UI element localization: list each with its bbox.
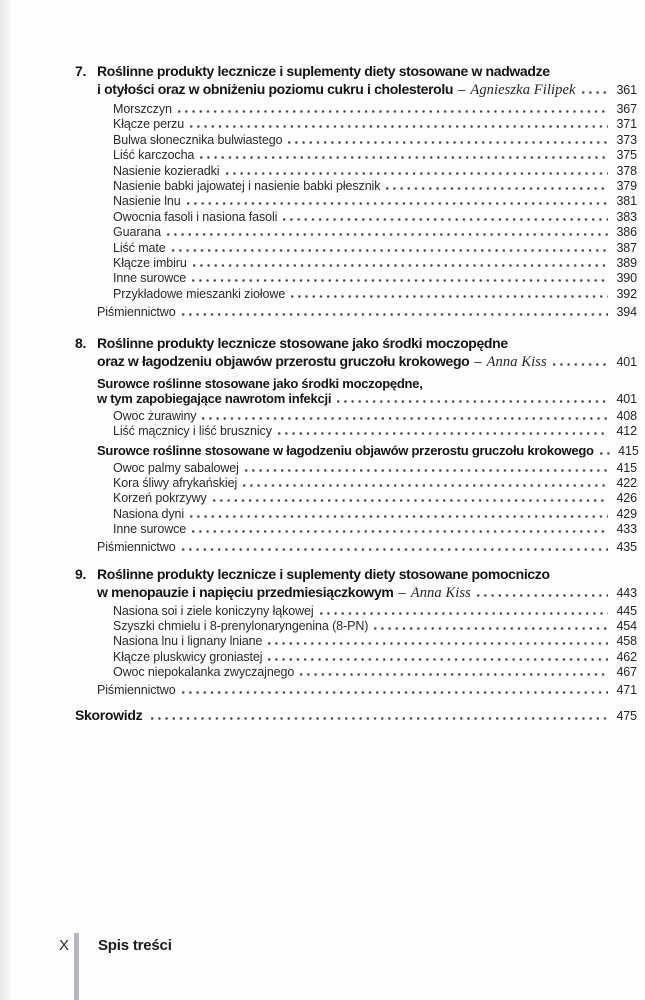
toc-entry-label: Kłącze imbiru <box>113 256 187 271</box>
dot-leader <box>553 363 608 366</box>
page-number: 415 <box>618 444 639 459</box>
page-number: 386 <box>616 225 637 240</box>
subsection-title-line2 <box>97 391 637 407</box>
page-number: 361 <box>616 83 637 97</box>
page-number: 426 <box>616 491 637 506</box>
page-number: 415 <box>616 460 637 475</box>
toc-entry <box>113 194 637 209</box>
dot-leader <box>187 202 608 205</box>
page-number: 383 <box>616 209 637 224</box>
toc-entry-label: Liść mate <box>113 240 166 255</box>
toc-entry-label: Kora śliwy afrykańskiej <box>113 476 238 491</box>
section-number: 7. <box>75 63 87 79</box>
page-number: 475 <box>616 709 637 724</box>
dot-leader <box>182 548 608 551</box>
page-number: 381 <box>616 194 637 209</box>
toc-entry <box>113 241 637 256</box>
section-number: 8. <box>75 335 87 352</box>
dot-leader <box>245 469 608 472</box>
page-number: 371 <box>616 117 637 132</box>
subsection-title-text: w tym zapobiegające nawrotom infekcji <box>97 391 332 407</box>
dot-leader <box>172 249 608 252</box>
page-number: 458 <box>616 634 637 649</box>
dot-leader <box>167 233 608 236</box>
toc-entry <box>113 522 637 537</box>
toc-entry <box>113 507 637 522</box>
page-number: 454 <box>616 618 637 633</box>
author-separator: – <box>474 354 482 370</box>
bibliography-entry <box>97 305 637 320</box>
page-number: 392 <box>616 286 637 301</box>
toc-entry <box>113 271 637 286</box>
toc-entry <box>113 461 637 476</box>
toc-entry <box>113 650 637 665</box>
dot-leader <box>190 125 608 128</box>
toc-entry-label: Nasienie babki jajowatej i nasienie babki płesznik <box>113 179 381 194</box>
toc-entry-label: Owoc palmy sabalowej <box>113 460 239 475</box>
toc-entry-list <box>113 604 637 681</box>
dot-leader <box>386 187 608 190</box>
dot-leader <box>200 156 608 159</box>
toc-entry <box>113 102 637 117</box>
toc-entry-label: Nasiona dyni <box>113 506 185 521</box>
page-number: 401 <box>616 392 637 407</box>
toc-entry-label: Inne surowce <box>113 522 187 537</box>
toc-entry <box>113 133 637 148</box>
dot-leader <box>268 658 608 661</box>
page-number: 378 <box>616 163 637 178</box>
section-title-text: i otyłości oraz w obniżeniu poziomu cukru i cholesterolu <box>97 81 454 97</box>
toc-entry-label: Szyszki chmielu i 8-prenylonaryngenina (8-PN) <box>113 618 369 633</box>
dot-leader <box>202 417 608 420</box>
toc-entry-label: Owoc niepokalanka zwyczajnego <box>113 665 295 680</box>
toc-section-8 <box>75 334 637 555</box>
toc-content <box>75 62 637 725</box>
subsection-title-line1: Surowce roślinne stosowane jako środki moczopędne, <box>97 376 423 392</box>
toc-entry-list <box>113 102 637 302</box>
toc-entry <box>113 424 637 439</box>
dot-leader <box>291 295 608 298</box>
toc-entry <box>113 476 637 491</box>
toc-entry-label: Korzeń pokrzywy <box>113 491 207 506</box>
page-number: 375 <box>616 148 637 163</box>
toc-entry-label: Owoc żurawiny <box>113 408 197 423</box>
section-title-line1: Roślinne produkty lecznicze i suplementy diety stosowane w nadwadze <box>97 63 550 79</box>
dot-leader <box>582 91 608 94</box>
toc-entry-label: Guarana <box>113 225 161 240</box>
index-entry <box>75 707 637 725</box>
dot-leader <box>300 673 608 676</box>
dot-leader <box>374 627 608 630</box>
dot-leader <box>278 432 608 435</box>
dot-leader <box>192 530 608 533</box>
page-number: 379 <box>616 179 637 194</box>
toc-entry-label: Owocnia fasoli i nasiona fasoli <box>113 209 278 224</box>
subsection-heading <box>97 376 637 407</box>
subsection-title-text: Surowce roślinne stosowane w łagodzeniu objawów przerostu gruczołu krokowego <box>97 443 594 459</box>
toc-entry <box>113 491 637 506</box>
subsection-title <box>97 443 637 459</box>
dot-leader <box>268 642 608 645</box>
toc-entry <box>113 164 637 179</box>
author-name: Anna Kiss <box>410 584 471 601</box>
page-number: 467 <box>616 665 637 680</box>
index-label: Skorowidz <box>75 707 143 724</box>
page-number: 387 <box>616 240 637 255</box>
page-number: 445 <box>616 603 637 618</box>
section-title-line2 <box>97 583 637 602</box>
toc-entry-list <box>113 461 637 538</box>
dot-leader <box>288 141 608 144</box>
page-number: 401 <box>616 355 637 370</box>
bibliography-label: Piśmiennictwo <box>97 683 176 698</box>
dot-leader <box>600 452 610 455</box>
section-title-line1: Roślinne produkty lecznicze i suplementy diety stosowane pomocniczo <box>97 565 550 582</box>
dot-leader <box>337 400 608 403</box>
section-title-line2 <box>97 352 637 371</box>
toc-entry <box>113 179 637 194</box>
toc-entry-label: Inne surowce <box>113 271 187 286</box>
section-title-text: w menopauzie i napięciu przedmiesiączkowym <box>97 583 394 600</box>
running-footer-title: Spis treści <box>98 937 172 954</box>
toc-entry-label: Nasienie lnu <box>113 194 181 209</box>
bibliography-entry <box>97 683 637 698</box>
bibliography-label: Piśmiennictwo <box>97 540 176 555</box>
dot-leader <box>243 484 608 487</box>
page-number: 443 <box>616 585 637 600</box>
toc-entry-label: Nasiona lnu i lignany lniane <box>113 634 263 649</box>
page-number: 435 <box>616 540 637 555</box>
page-number: 462 <box>616 649 637 664</box>
page-number: 471 <box>616 683 637 698</box>
section-title-line2 <box>97 80 637 99</box>
folio-page-number: X <box>58 937 69 954</box>
author-name: Agnieszka Filipek <box>470 82 576 98</box>
page-number: 433 <box>616 522 637 537</box>
section-title-text: oraz w łagodzeniu objawów przerostu gruczołu krokowego <box>97 353 470 370</box>
dot-leader <box>151 717 608 720</box>
page-number: 408 <box>616 408 637 423</box>
toc-entry <box>113 148 637 163</box>
bibliography-label: Piśmiennictwo <box>97 304 176 319</box>
dot-leader <box>192 279 608 282</box>
toc-entry-label: Przykładowe mieszanki ziołowe <box>113 286 286 301</box>
toc-entry-label: Liść karczocha <box>113 148 195 163</box>
author-separator: – <box>458 82 466 97</box>
author-name: Anna Kiss <box>486 354 547 371</box>
toc-entry-list <box>113 409 637 440</box>
section-title-line1: Roślinne produkty lecznicze stosowane jako środki moczopędne <box>97 335 508 352</box>
dot-leader <box>178 110 608 113</box>
toc-entry <box>113 210 637 225</box>
dot-leader <box>320 612 608 615</box>
toc-entry-label: Nasiona soi i ziele koniczyny łąkowej <box>113 603 314 618</box>
dot-leader <box>190 515 608 518</box>
toc-entry <box>113 634 637 649</box>
dot-leader <box>477 594 608 597</box>
toc-entry <box>113 619 637 634</box>
toc-entry <box>113 287 637 302</box>
toc-section-7 <box>75 62 637 320</box>
toc-entry-label: Nasienie kozieradki <box>113 163 220 178</box>
toc-entry-label: Kłącze perzu <box>113 117 185 132</box>
toc-entry <box>113 225 637 240</box>
page-number: 422 <box>616 476 637 491</box>
dot-leader <box>213 499 608 502</box>
bibliography-entry <box>97 540 637 555</box>
toc-entry-label: Kłącze pluskwicy groniastej <box>113 649 263 664</box>
toc-entry <box>113 117 637 132</box>
page-number: 389 <box>616 256 637 271</box>
page-number: 412 <box>616 424 637 438</box>
dot-leader <box>283 218 608 221</box>
author-separator: – <box>398 584 406 600</box>
page-number: 390 <box>616 271 637 286</box>
page-number: 367 <box>616 102 637 116</box>
subsection-heading <box>97 443 637 459</box>
page-number: 394 <box>616 304 637 319</box>
toc-section-9 <box>75 565 637 699</box>
toc-entry <box>113 604 637 619</box>
toc-entry <box>113 256 637 271</box>
dot-leader <box>193 264 608 267</box>
page-number: 373 <box>616 132 637 147</box>
dot-leader <box>226 172 609 175</box>
scan-edge-shadow <box>0 0 14 1000</box>
toc-entry-label: Bulwa słonecznika bulwiastego <box>113 132 283 147</box>
toc-entry <box>113 665 637 680</box>
footer-divider-bar <box>74 933 79 1000</box>
toc-entry-label: Liść mącznicy i liść brusznicy <box>113 424 272 438</box>
page-number: 429 <box>616 506 637 521</box>
dot-leader <box>182 691 608 694</box>
dot-leader <box>182 313 608 316</box>
toc-entry <box>113 409 637 424</box>
section-number: 9. <box>75 565 87 582</box>
toc-entry-label: Morszczyn <box>113 102 172 116</box>
